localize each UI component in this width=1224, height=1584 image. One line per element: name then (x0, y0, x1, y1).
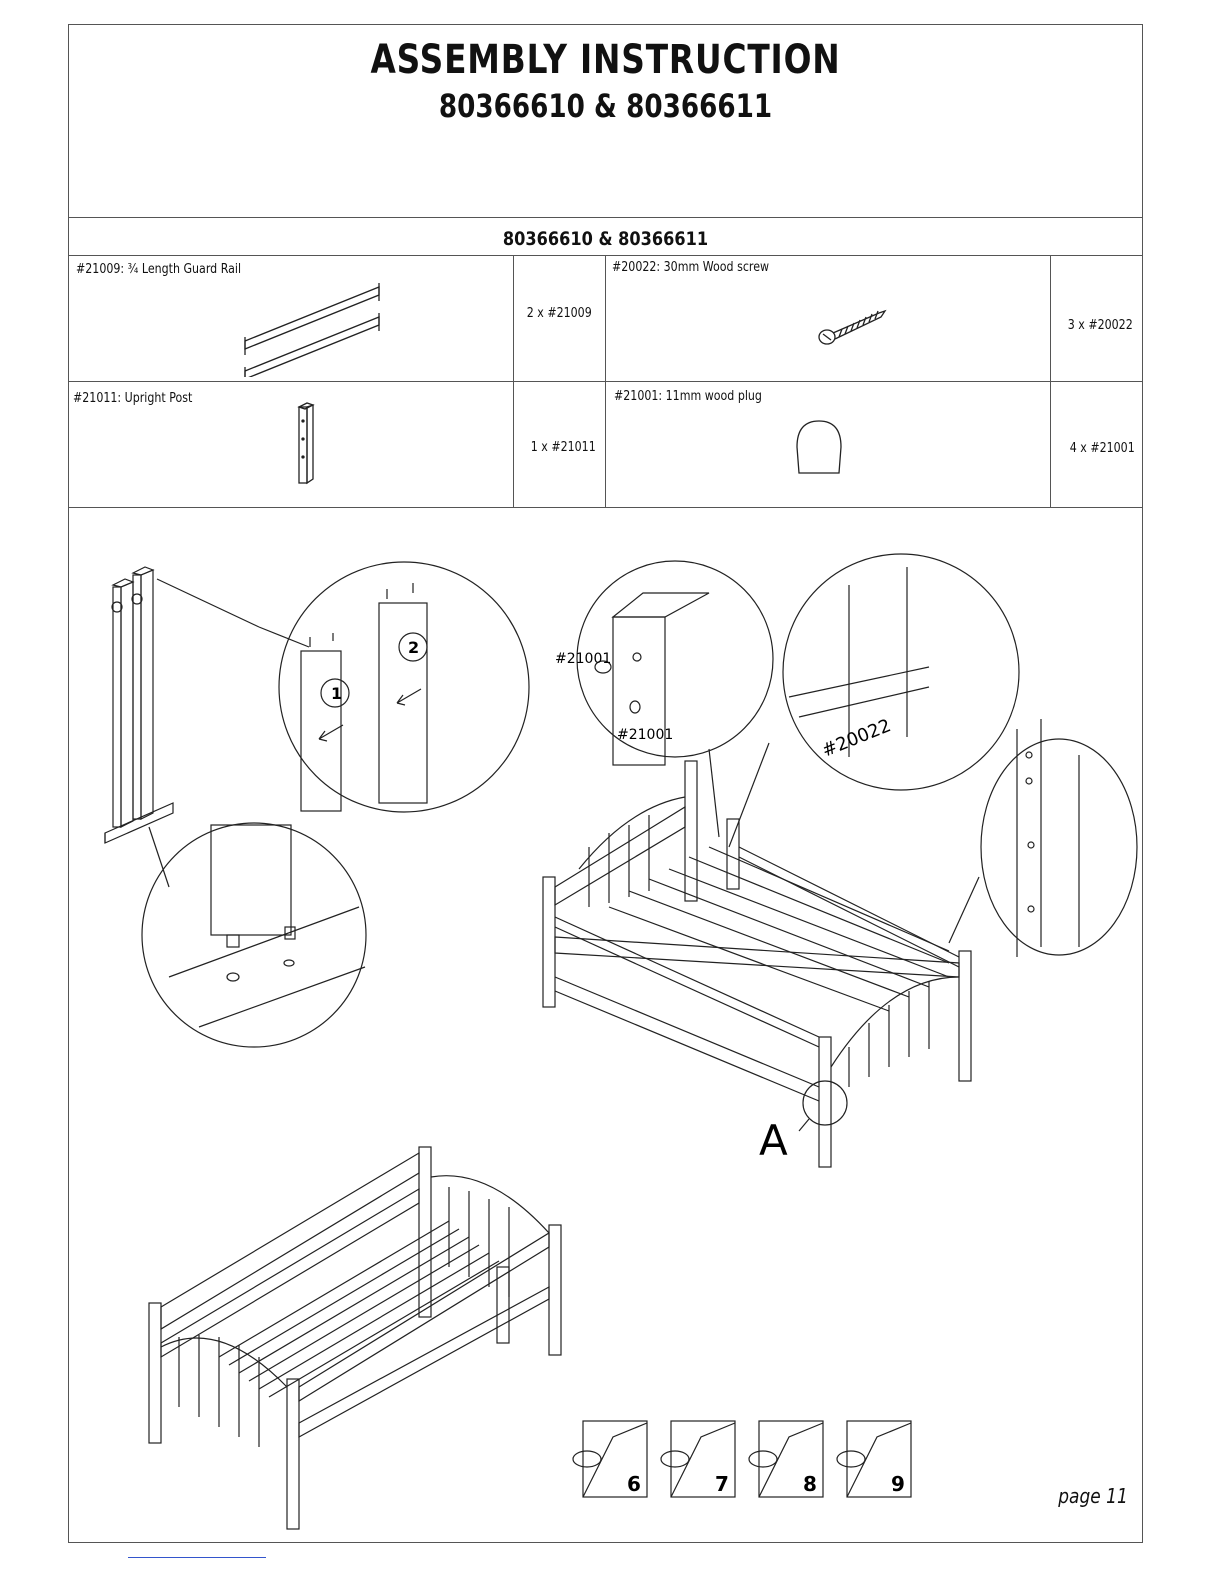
part-upright-post-label: #21011: Upright Post (73, 391, 193, 406)
part-guard-rail-qty: 2 x #21009 (526, 306, 592, 321)
guard-rail-illustration (239, 261, 389, 377)
part-guard-rail-label: #21009: ¾ Length Guard Rail (76, 262, 242, 277)
detail-circle-screw (783, 554, 1019, 790)
next-step-7: 7 (715, 1472, 729, 1496)
page-number: page 11 (1058, 1484, 1128, 1508)
model-numbers: 80366610 & 80366611 (438, 87, 773, 125)
detail-label-a: A (759, 1116, 788, 1165)
bottom-rule (128, 1557, 266, 1558)
callout-plug-2: #21001 (617, 727, 674, 743)
wood-plug-illustration (789, 417, 849, 479)
part-upright-post-qty: 1 x #21011 (530, 440, 596, 455)
next-step-8: 8 (803, 1472, 817, 1496)
next-step-6: 6 (627, 1472, 641, 1496)
parts-table-heading: 80366610 & 80366611 (502, 228, 709, 250)
upright-post-drawing (105, 567, 173, 843)
rail-marker-2: 2 (408, 638, 420, 657)
callout-screw: #20022 (819, 715, 894, 762)
part-wood-screw-label: #20022: 30mm Wood screw (612, 260, 770, 275)
rail-marker-1: 1 (331, 684, 343, 703)
bed-assembly-top (543, 761, 971, 1167)
callout-plug-1: #21001 (555, 651, 612, 667)
divider (513, 255, 514, 507)
bed-assembly-bottom (149, 1147, 561, 1529)
detail-circle-rail-markers (279, 562, 529, 812)
upright-post-illustration (291, 401, 321, 485)
part-wood-plug-qty: 4 x #21001 (1069, 441, 1135, 456)
assembly-diagram (69, 507, 1144, 1543)
wood-screw-illustration (809, 297, 909, 357)
divider (1050, 255, 1051, 507)
detail-circle-side-holes (981, 739, 1137, 955)
divider (605, 255, 606, 507)
divider (69, 217, 1142, 218)
page-title: ASSEMBLY INSTRUCTION (370, 37, 841, 83)
page-frame (68, 24, 1143, 1543)
part-wood-screw-qty: 3 x #20022 (1067, 318, 1133, 333)
next-step-9: 9 (891, 1472, 905, 1496)
part-wood-plug-label: #21001: 11mm wood plug (614, 389, 762, 404)
